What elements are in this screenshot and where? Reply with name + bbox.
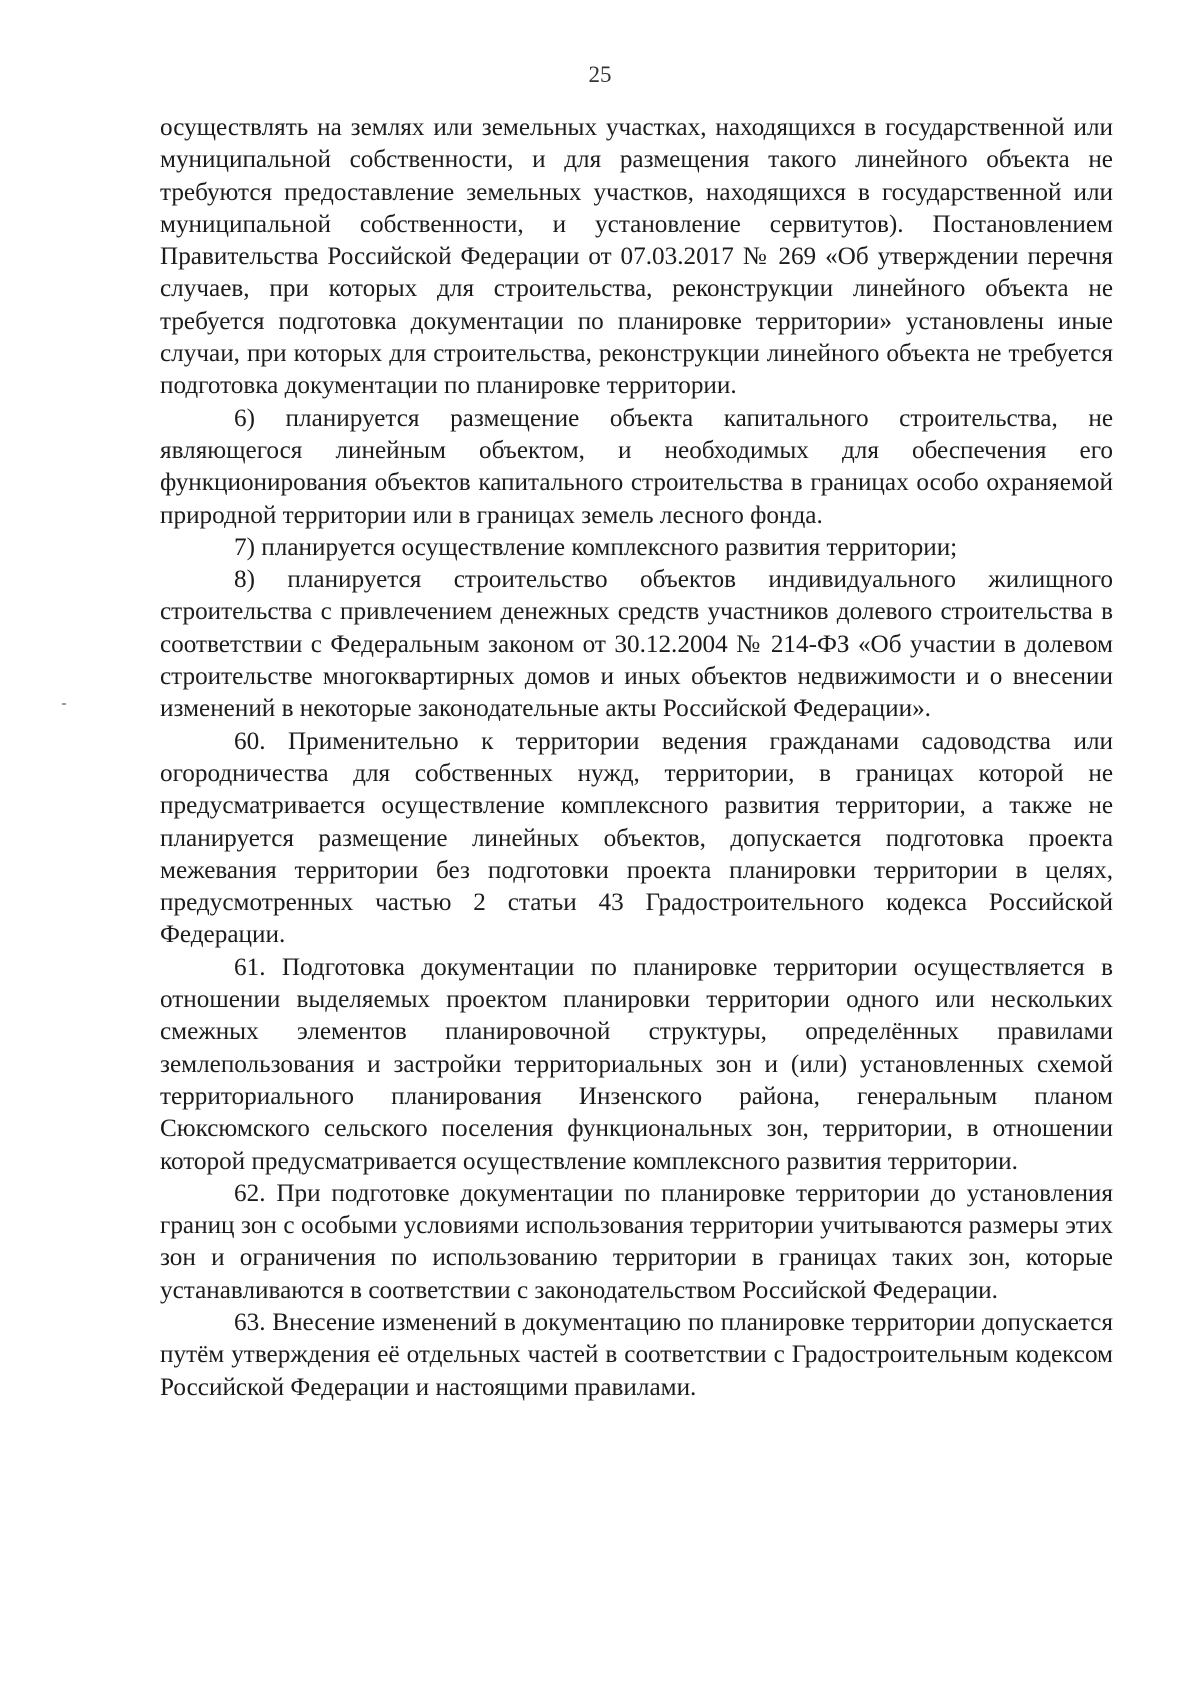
list-item-7: 7) планируется осуществление комплексного развития территории; [234, 533, 958, 561]
scan-artifact-dot [62, 703, 66, 705]
clause-61: 61. Подготовка документации по планировке территории осуществляется в отношении выделяемых проектом планировки территории одного или нескольких смежных элементов планировочной структуры, определённых правилами землепользования и застройки территориальных зон и (или) установленных схемой территориального планирования Инзенского района, генеральным планом Сюксюмского сельского поселения функциональных зон, территории, в отношении которой предусматривается осуществление комплексного развития территории. [160, 953, 1113, 1175]
list-item-8: 8) планируется строительство объектов индивидуального жилищного строительства с привлечением денежных средств участников долевого строительства в соответствии с Федеральным законом от 30.12.2004 № 214-ФЗ «Об участии в долевом строительстве многоквартирных домов и иных объектов недвижимости и о внесении изменений в некоторые законодательные акты Российской Федерации». [160, 566, 1113, 723]
list-item-6: 6) планируется размещение объекта капитального строительства, не являющегося линейным объектом, и необходимых для обеспечения его функционирования объектов капитального строительства в границах особо охраняемой природной территории или в границах земель лесного фонда. [160, 404, 1113, 529]
clause-62: 62. При подготовке документации по планировке территории до установления границ зон с особыми условиями использования территории учитываются размеры этих зон и ограничения по использованию территории в границах таких зон, которые устанавливаются в соответствии с законодательством Российской Федерации. [160, 1179, 1113, 1304]
clause-63: 63. Внесение изменений в документацию по планировке территории допускается путём утверждения её отдельных частей в соответствии с Градостроительным кодексом Российской Федерации и настоящими правилами. [160, 1308, 1113, 1401]
page-number: 25 [588, 62, 612, 87]
document-body [160, 112, 1113, 1404]
clause-60: 60. Применительно к территории ведения гражданами садоводства или огородничества для собственных нужд, территории, в границах которой не предусматривается осуществление комплексного развития территории, а также не планируется размещение линейных объектов, допускается подготовка проекта межевания территории без подготовки проекта планировки территории в целях, предусмотренных частью 2 статьи 43 Градостроительного кодекса Российской Федерации. [160, 727, 1113, 949]
paragraph-continuation: осуществлять на землях или земельных участках, находящихся в государственной или муниципальной собственности, и для размещения такого линейного объекта не требуются предоставление земельных участков, находящихся в государственной или муниципальной собственности, и установление сервитутов). Постановлением Правительства Российской Федерации от 07.03.2017 № 269 «Об утверждении перечня случаев, при которых для строительства, реконструкции линейного объекта не требуется подготовка документации по планировке территории» установлены иные случаи, при которых для строительства, реконструкции линейного объекта не требуется подготовка документации по планировке территории. [160, 114, 1113, 400]
